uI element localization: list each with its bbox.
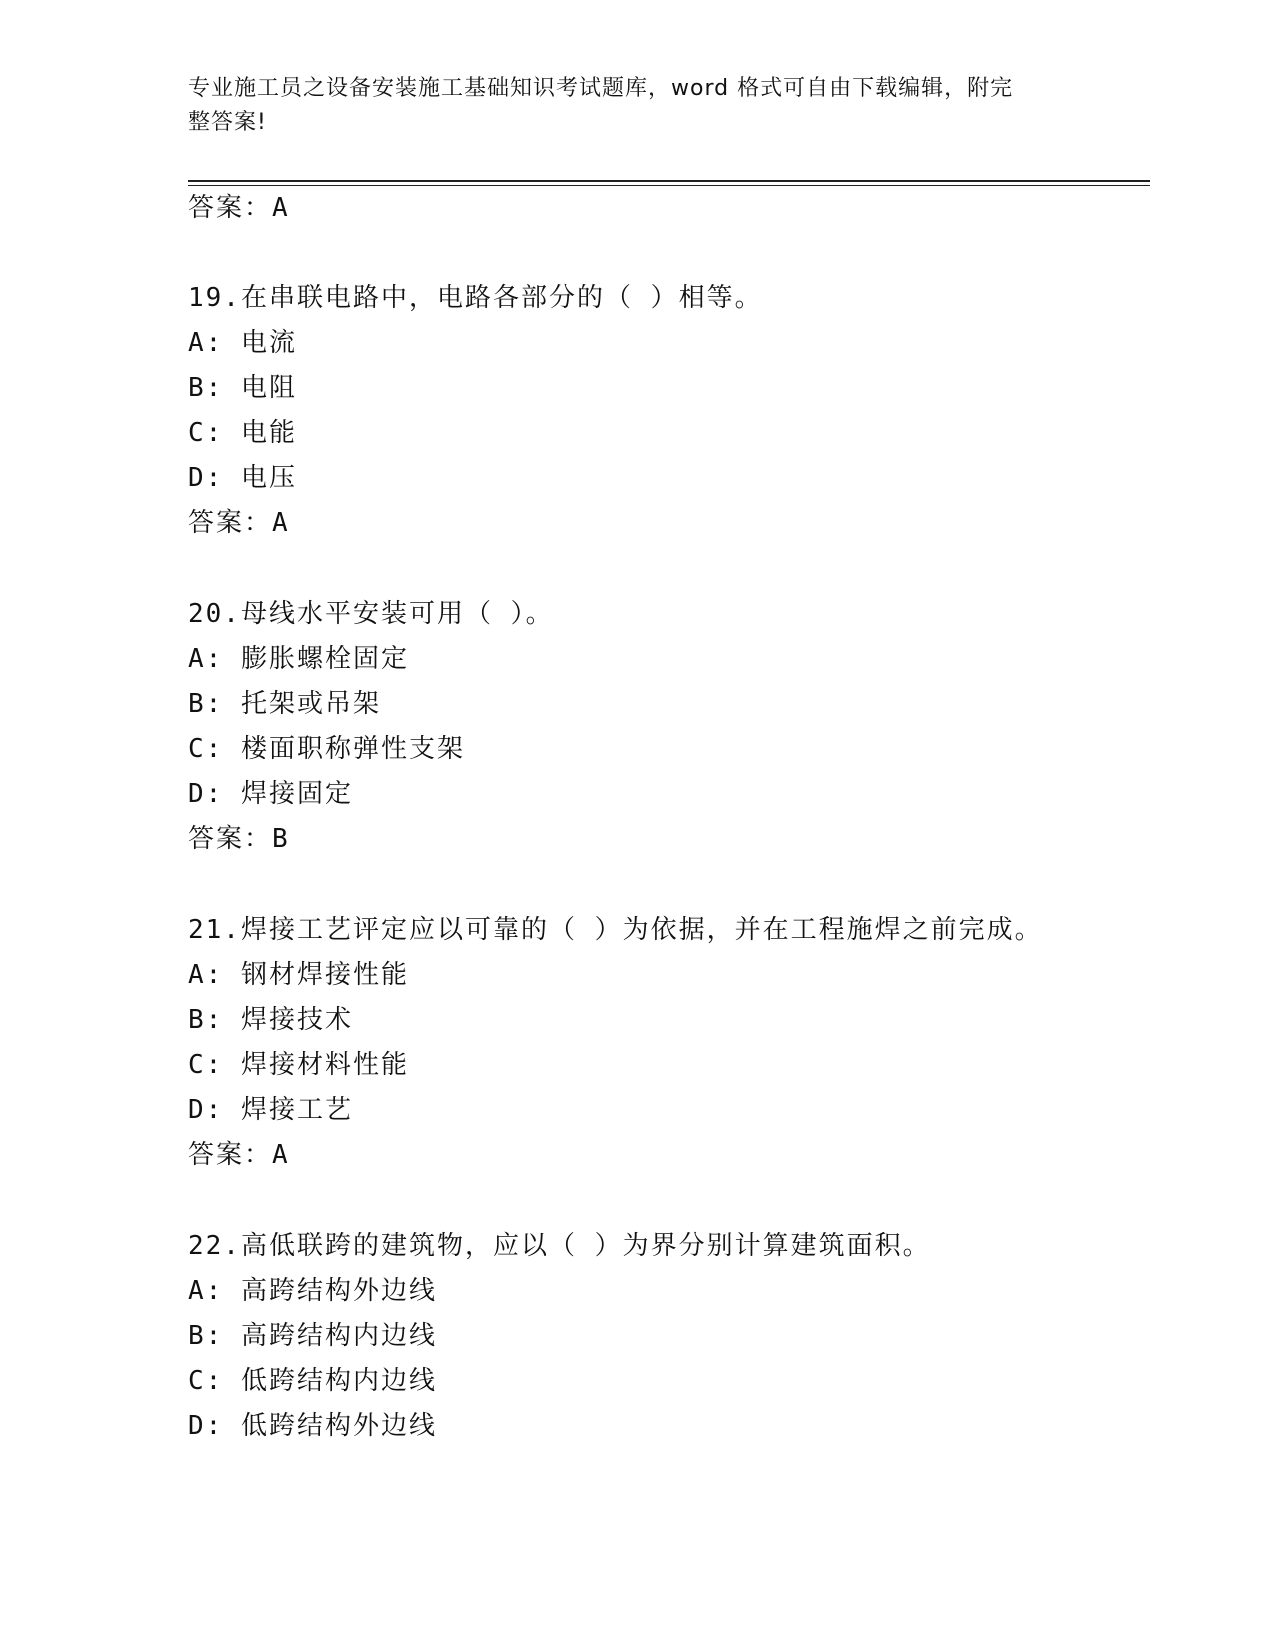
question-stem: 19.在串联电路中，电路各部分的（ ）相等。	[188, 283, 763, 313]
question-21	[188, 913, 1148, 1172]
answer-label: 答案：	[188, 1140, 273, 1170]
question-19	[188, 281, 1148, 540]
question-answer	[188, 822, 1148, 856]
header-line-2: 整答案!	[188, 110, 267, 135]
option-b: B: 焊接技术	[188, 1005, 353, 1035]
header-divider-thin	[188, 185, 1150, 186]
question-stem: 22.高低联跨的建筑物，应以（ ）为界分别计算建筑面积。	[188, 1231, 931, 1261]
option-d: D: 电压	[188, 463, 297, 493]
question-20	[188, 597, 1148, 856]
question-stem: 21.焊接工艺评定应以可靠的（ ）为依据，并在工程施焊之前完成。	[188, 915, 1043, 945]
question-stem: 20.母线水平安装可用（ ）。	[188, 599, 554, 629]
header-line-1: 专业施工员之设备安装施工基础知识考试题库，word 格式可自由下载编辑，附完	[188, 76, 1014, 101]
answer-label: 答案：	[188, 824, 273, 854]
option-c: C: 低跨结构内边线	[188, 1366, 437, 1396]
option-a: A: 膨胀螺栓固定	[188, 644, 409, 674]
option-b: B: 高跨结构内边线	[188, 1321, 437, 1351]
question-22	[188, 1229, 1148, 1443]
previous-answer	[188, 191, 290, 225]
option-d: D: 焊接固定	[188, 779, 353, 809]
answer-label: 答案：	[188, 508, 273, 538]
option-a: A: 高跨结构外边线	[188, 1276, 437, 1306]
answer-value: A	[272, 508, 290, 538]
option-c: C: 焊接材料性能	[188, 1050, 409, 1080]
question-answer	[188, 506, 1148, 540]
option-d: D: 焊接工艺	[188, 1095, 353, 1125]
option-a: A: 钢材焊接性能	[188, 960, 409, 990]
question-answer	[188, 1138, 1148, 1172]
answer-label: 答案：	[188, 193, 273, 223]
option-c: C: 电能	[188, 418, 297, 448]
option-a: A: 电流	[188, 328, 297, 358]
document-header	[188, 72, 1088, 140]
answer-value: B	[272, 824, 290, 854]
option-b: B: 电阻	[188, 373, 297, 403]
option-c: C: 楼面职称弹性支架	[188, 734, 465, 764]
option-d: D: 低跨结构外边线	[188, 1411, 437, 1441]
answer-value: A	[272, 1140, 290, 1170]
option-b: B: 托架或吊架	[188, 689, 381, 719]
header-divider-thick	[188, 180, 1150, 182]
answer-value: A	[272, 193, 290, 223]
